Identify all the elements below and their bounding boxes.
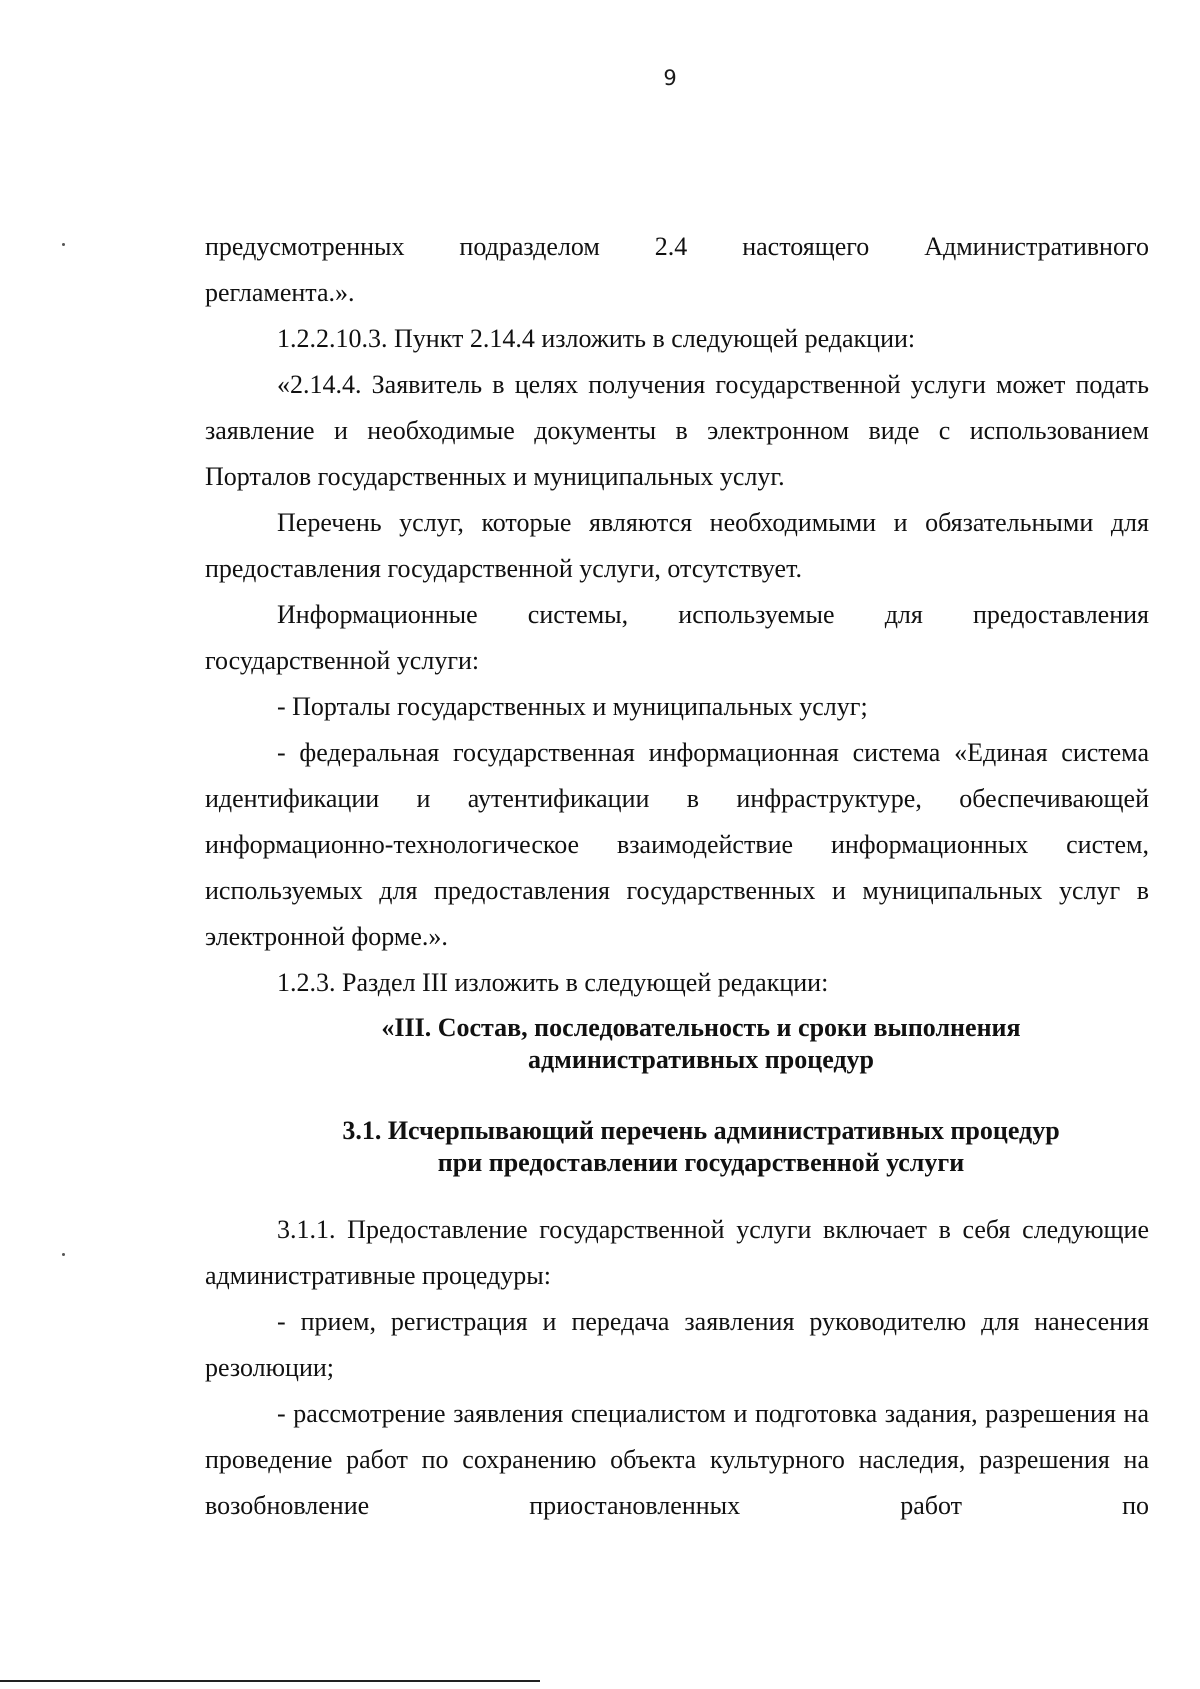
page-number: 9	[663, 66, 677, 90]
paragraph: регламента.».	[205, 278, 355, 307]
section-heading	[205, 1012, 1149, 1076]
paragraph: 1.2.2.10.3. Пункт 2.14.4 изложить в следующей редакции:	[277, 324, 916, 353]
paragraph: «2.14.4. Заявитель в целях получения государственной услуги может подать заявление и необходимые документы в электронном виде с использованием Порталов государственных и муниципальных услуг.	[205, 370, 1149, 491]
paragraph: 3.1.1. Предоставление государственной услуги включает в себя следующие административные процедуры:	[205, 1215, 1149, 1290]
list-item: - прием, регистрация и передача заявления руководителю для нанесения резолюции;	[205, 1307, 1149, 1382]
list-item: - федеральная государственная информационная система «Единая система идентификации и аутентификации в инфраструктуре, обеспечивающей информационно-технологическое взаимодействие информационных систем, используемых для предоставления государственных и муниципальных услуг в электронной форме.».	[205, 738, 1149, 951]
footer-rule	[0, 1680, 540, 1682]
section-heading-line: административных процедур	[527, 1045, 875, 1074]
paragraph: 1.2.3. Раздел III изложить в следующей редакции:	[277, 968, 829, 997]
paragraph: предусмотренных подразделом 2.4 настоящего Административного	[205, 232, 1149, 261]
document-body	[205, 224, 1149, 1529]
list-item: - рассмотрение заявления специалистом и подготовка задания, разрешения на проведение работ по сохранению объекта культурного наследия, разрешения на возобновление приостановленных работ по	[205, 1399, 1149, 1520]
subsection-heading	[205, 1115, 1149, 1179]
scan-mark	[62, 243, 65, 246]
scan-mark	[62, 1253, 65, 1256]
subsection-heading-line: 3.1. Исчерпывающий перечень административных процедур	[342, 1116, 1060, 1145]
subsection-heading-line: при предоставлении государственной услуги	[437, 1148, 965, 1177]
paragraph: Информационные системы, используемые для предоставления государственной услуги:	[205, 600, 1149, 675]
list-item: - Порталы государственных и муниципальных услуг;	[277, 692, 868, 721]
section-heading-line: «III. Состав, последовательность и сроки выполнения	[381, 1013, 1021, 1042]
paragraph: Перечень услуг, которые являются необходимыми и обязательными для предоставления государственной услуги, отсутствует.	[205, 508, 1149, 583]
